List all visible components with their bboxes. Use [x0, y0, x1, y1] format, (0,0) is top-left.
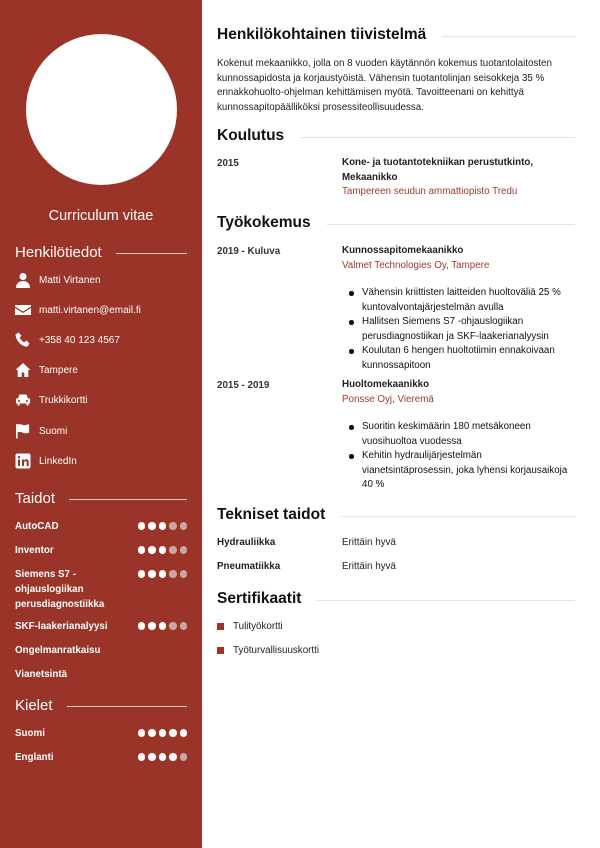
- job-achievements: [347, 420, 575, 493]
- rating-dot: [138, 522, 146, 530]
- experience-date: 2019 - Kuluva: [217, 246, 281, 257]
- tech-skills-heading-text: Tekniset taidot: [217, 506, 326, 523]
- flag-icon: [15, 423, 31, 439]
- language-row: [15, 726, 187, 741]
- languages-heading: [15, 697, 187, 714]
- rating-dot: [148, 729, 156, 737]
- skill-rating: [138, 619, 188, 634]
- tech-skill-name: Hydrauliikka: [217, 537, 276, 548]
- experience-heading: [217, 214, 575, 232]
- summary-heading: [217, 26, 575, 44]
- home-icon: [15, 362, 31, 378]
- person-icon: [15, 272, 31, 288]
- achievement-item: Hallitsen Siemens S7 -ohjauslogiikan perusdiagnostiikan ja SKF-laakerianalyysin: [347, 315, 575, 344]
- contact-name-text: Matti Virtanen: [39, 274, 101, 286]
- skill-name: Ongelmanratkaisu: [15, 645, 101, 656]
- experience-entry: [342, 244, 574, 273]
- achievement-item: Kehitin hydraulijärjestelmän vianetsintäprosessin, joka lyhensi korjausaikoja 40 %: [347, 449, 575, 493]
- divider: [341, 516, 575, 517]
- experience-entry: [342, 378, 574, 407]
- achievement-item: Vähensin kriittisten laitteiden huoltoväliä 25 % kuntovalvontajärjestelmän avulla: [347, 286, 575, 315]
- skill-row: [15, 519, 187, 534]
- education-title: Kone- ja tuotantotekniikan perustutkinto, Mekaanikko: [342, 157, 534, 183]
- tech-skill-name: Pneumatiikka: [217, 561, 281, 572]
- achievement-item: Suoritin keskimäärin 180 metsäkoneen vuosihuoltoa vuodessa: [347, 420, 575, 449]
- certificate-name: Työturvallisuuskortti: [233, 645, 320, 656]
- sidebar: [0, 0, 202, 848]
- phone-icon: [15, 332, 31, 348]
- rating-dot: [180, 546, 188, 554]
- certificate-item: [217, 621, 283, 632]
- tech-skill-row: [217, 561, 396, 572]
- education-heading-text: Koulutus: [217, 127, 285, 144]
- contact-linkedin[interactable]: [15, 453, 77, 469]
- language-name: Englanti: [15, 752, 54, 763]
- rating-dot: [138, 546, 146, 554]
- rating-dot: [169, 570, 177, 578]
- education-entry: [342, 156, 574, 200]
- tech-skills-heading: [217, 506, 575, 524]
- language-row: [15, 750, 187, 765]
- rating-dot: [138, 622, 146, 630]
- certificate-name: Tulityökortti: [233, 621, 283, 632]
- contact-name: [15, 272, 101, 288]
- contact-nationality: [15, 423, 67, 439]
- divider: [67, 706, 187, 707]
- divider: [116, 253, 187, 254]
- certificates-heading-text: Sertifikaatit: [217, 590, 302, 607]
- rating-dot: [159, 753, 167, 761]
- contact-location-text: Tampere: [39, 364, 78, 376]
- rating-dot: [148, 522, 156, 530]
- skill-rating: [138, 519, 188, 534]
- skill-name: Inventor: [15, 545, 54, 556]
- skill-name: AutoCAD: [15, 521, 59, 532]
- divider: [317, 600, 575, 601]
- education-heading: [217, 127, 575, 145]
- personal-info-heading: [15, 244, 187, 261]
- rating-dot: [180, 522, 188, 530]
- education-date: 2015: [217, 158, 239, 169]
- cv-title: Curriculum vitae: [48, 208, 154, 224]
- tech-skill-row: [217, 537, 396, 548]
- rating-dot: [159, 622, 167, 630]
- divider: [442, 36, 575, 37]
- skill-row: [15, 643, 187, 658]
- rating-dot: [138, 570, 146, 578]
- job-employer: Ponsse Oyj, Vieremä: [342, 393, 434, 405]
- experience-heading-text: Työkokemus: [217, 214, 311, 231]
- rating-dot: [148, 753, 156, 761]
- linkedin-icon: [15, 453, 31, 469]
- rating-dot: [159, 570, 167, 578]
- personal-info-heading-text: Henkilötiedot: [15, 244, 102, 261]
- contact-linkedin-text[interactable]: LinkedIn: [39, 455, 77, 467]
- rating-dot: [148, 622, 156, 630]
- contact-license-text: Trukkikortti: [39, 394, 88, 406]
- divider: [300, 137, 575, 138]
- education-school: Tampereen seudun ammattiopisto Tredu: [342, 186, 518, 197]
- contact-email[interactable]: [15, 302, 141, 318]
- contact-phone-text[interactable]: +358 40 123 4567: [39, 334, 120, 346]
- skill-rating: [138, 543, 188, 558]
- rating-dot: [180, 570, 188, 578]
- skill-name: Siemens S7 -ohjauslogiikan perusdiagnostiikka: [15, 569, 105, 610]
- rating-dot: [148, 546, 156, 554]
- language-rating: [138, 726, 188, 741]
- divider: [327, 224, 575, 225]
- tech-skill-level: Erittäin hyvä: [342, 537, 396, 548]
- envelope-icon: [15, 302, 31, 318]
- skills-heading: [15, 490, 187, 507]
- divider: [69, 499, 187, 500]
- skill-row: [15, 543, 187, 558]
- rating-dot: [180, 729, 188, 737]
- rating-dot: [169, 522, 177, 530]
- profile-photo: [26, 34, 177, 185]
- language-rating: [138, 750, 188, 765]
- skill-rating: [138, 567, 188, 612]
- summary-text: Kokenut mekaanikko, jolla on 8 vuoden käytännön kokemus tuotantolaitosten kunnossapidosta ja korjaustyöistä. Vähensin tuotantolinjan seisokkeja 35 % ennakkohuolto-ohjelman kehittämisen myötä. Tavoitteenani on kehittyä kunnossapitopäälliköksi prosessiteollisuudessa.: [217, 58, 552, 113]
- job-employer: Valmet Technologies Oy, Tampere: [342, 259, 490, 271]
- achievement-item: Koulutan 6 hengen huoltotiimin ennakoivaan kunnossapitoon: [347, 344, 575, 373]
- job-title: Huoltomekaanikko: [342, 379, 430, 390]
- square-bullet-icon: [217, 647, 224, 654]
- rating-dot: [159, 522, 167, 530]
- rating-dot: [138, 729, 146, 737]
- languages-heading-text: Kielet: [15, 697, 53, 714]
- rating-dot: [169, 622, 177, 630]
- skill-name: Vianetsintä: [15, 669, 68, 680]
- contact-location: [15, 362, 78, 378]
- rating-dot: [138, 753, 146, 761]
- job-title: Kunnossapitomekaanikko: [342, 245, 464, 256]
- skills-heading-text: Taidot: [15, 490, 56, 507]
- car-icon: [15, 392, 31, 408]
- rating-dot: [169, 729, 177, 737]
- certificates-heading: [217, 590, 575, 608]
- contact-email-text[interactable]: matti.virtanen@email.fi: [39, 304, 141, 316]
- contact-nationality-text: Suomi: [39, 425, 68, 437]
- rating-dot: [169, 753, 177, 761]
- tech-skill-level: Erittäin hyvä: [342, 561, 396, 572]
- rating-dot: [180, 622, 188, 630]
- experience-date: 2015 - 2019: [217, 380, 270, 391]
- rating-dot: [159, 729, 167, 737]
- skill-row: [15, 667, 187, 682]
- contact-license: [15, 392, 88, 408]
- rating-dot: [148, 570, 156, 578]
- rating-dot: [159, 546, 167, 554]
- rating-dot: [169, 546, 177, 554]
- square-bullet-icon: [217, 623, 224, 630]
- skill-row: [15, 619, 187, 634]
- skill-row: [15, 567, 187, 612]
- skill-name: SKF-laakerianalyysi: [15, 621, 108, 632]
- contact-phone[interactable]: [15, 332, 120, 348]
- job-achievements: [347, 286, 575, 373]
- certificate-item: [217, 645, 319, 656]
- language-name: Suomi: [15, 728, 45, 739]
- rating-dot: [180, 753, 188, 761]
- summary-heading-text: Henkilökohtainen tiivistelmä: [217, 26, 427, 43]
